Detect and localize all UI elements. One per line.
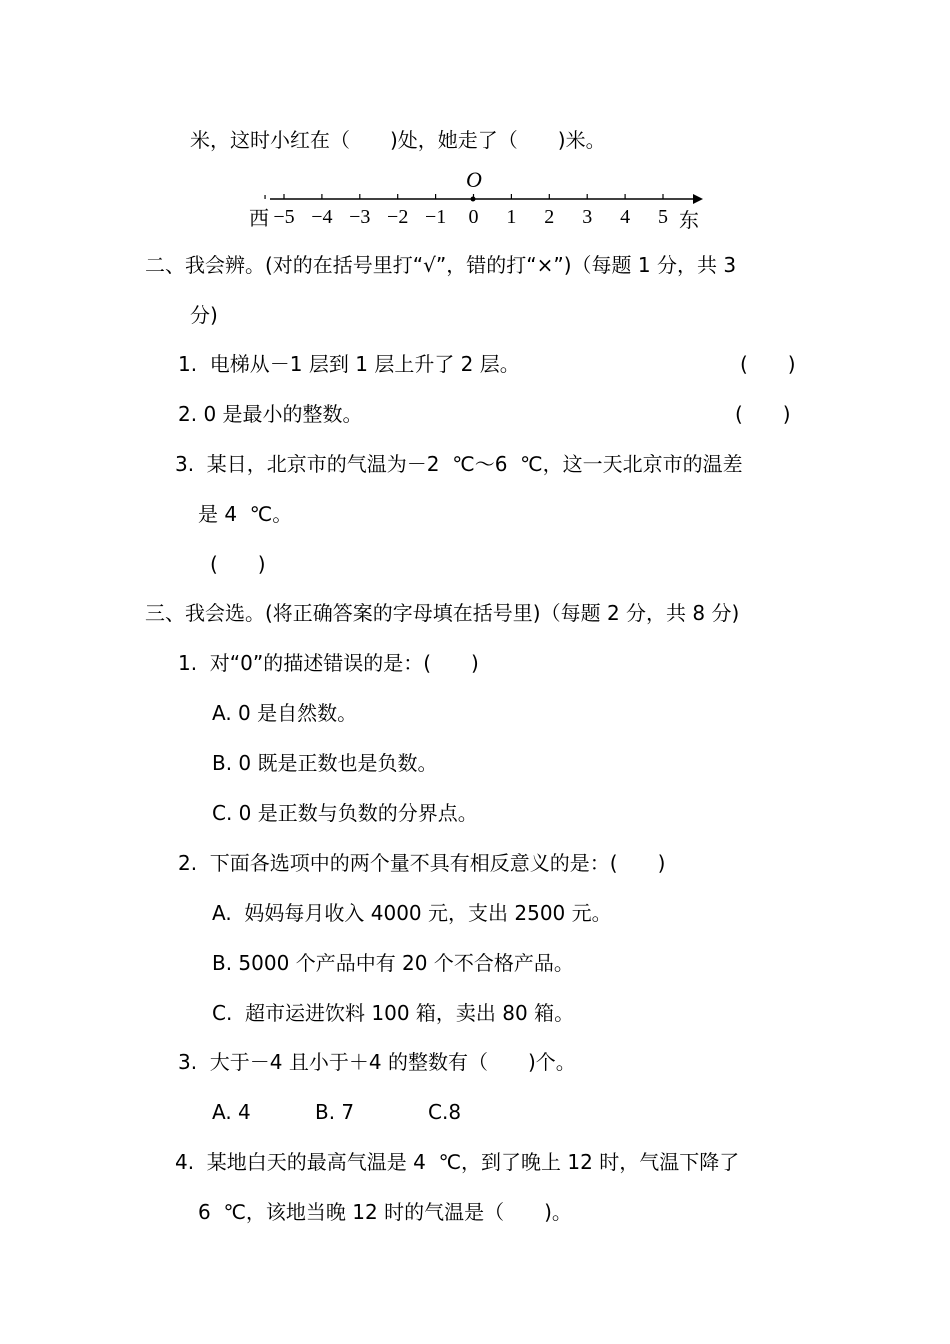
s2-q3: 3. 某日，北京市的气温为－2 ℃～6 ℃，这一天北京市的温差: [175, 452, 743, 476]
s2-q1-paren[interactable]: ( ): [740, 352, 796, 376]
tick-label: −2: [387, 206, 409, 228]
s3-q2-option-c[interactable]: C. 超市运进饮料 100 箱，卖出 80 箱。: [212, 1001, 575, 1025]
tick-label: 1: [506, 206, 517, 228]
tick-label: −4: [311, 206, 333, 228]
section3-heading: 三、我会选。(将正确答案的字母填在括号里)（每题 2 分，共 8 分): [145, 601, 740, 625]
s3-q2: 2. 下面各选项中的两个量不具有相反意义的是：( ): [178, 851, 666, 875]
number-line: [245, 165, 705, 235]
section2-heading-cont: 分): [190, 303, 218, 327]
s3-q1-option-a[interactable]: A. 0 是自然数。: [212, 701, 358, 725]
origin-label: O: [466, 167, 482, 192]
s2-q3-paren[interactable]: ( ): [210, 552, 266, 576]
s3-q3-option-b[interactable]: B. 7: [315, 1100, 355, 1124]
tick-label: 0: [468, 206, 479, 228]
s3-q2-option-b[interactable]: B. 5000 个产品中有 20 个不合格产品。: [212, 951, 574, 975]
s2-q2: 2. 0 是最小的整数。: [178, 402, 363, 426]
s3-q3-option-c[interactable]: C.8: [428, 1100, 462, 1124]
s2-q2-paren[interactable]: ( ): [735, 402, 791, 426]
top-line: 米，这时小红在（ )处，她走了（ )米。: [190, 128, 606, 152]
s3-q4-cont: 6 ℃，该地当晚 12 时的气温是（ )。: [198, 1200, 572, 1224]
tick-label: 3: [582, 206, 593, 228]
s3-q1-option-c[interactable]: C. 0 是正数与负数的分界点。: [212, 801, 478, 825]
s3-q3-option-a[interactable]: A. 4: [212, 1100, 251, 1124]
tick-label: −3: [349, 206, 371, 228]
tick-label: 2: [544, 206, 555, 228]
s2-q3-cont: 是 4 ℃。: [198, 502, 293, 526]
s3-q3: 3. 大于－4 且小于＋4 的整数有（ )个。: [178, 1050, 576, 1074]
tick-label: 5: [658, 206, 668, 228]
axis-arrow: [693, 194, 703, 204]
tick-label: −5: [273, 206, 295, 228]
east-label: 东: [679, 210, 699, 232]
s3-q2-option-a[interactable]: A. 妈妈每月收入 4000 元，支出 2500 元。: [212, 901, 612, 925]
s2-q1: 1. 电梯从－1 层到 1 层上升了 2 层。: [178, 352, 520, 376]
s3-q1: 1. 对“0”的描述错误的是：( ): [178, 651, 479, 675]
section2-heading: 二、我会辨。(对的在括号里打“√”，错的打“×”)（每题 1 分，共 3: [145, 253, 737, 277]
tick-label: −1: [424, 206, 447, 228]
tick-label: 4: [620, 206, 631, 228]
west-label: 西: [249, 208, 269, 230]
s3-q4: 4. 某地白天的最高气温是 4 ℃，到了晚上 12 时，气温下降了: [175, 1150, 740, 1174]
s3-q1-option-b[interactable]: B. 0 既是正数也是负数。: [212, 751, 438, 775]
